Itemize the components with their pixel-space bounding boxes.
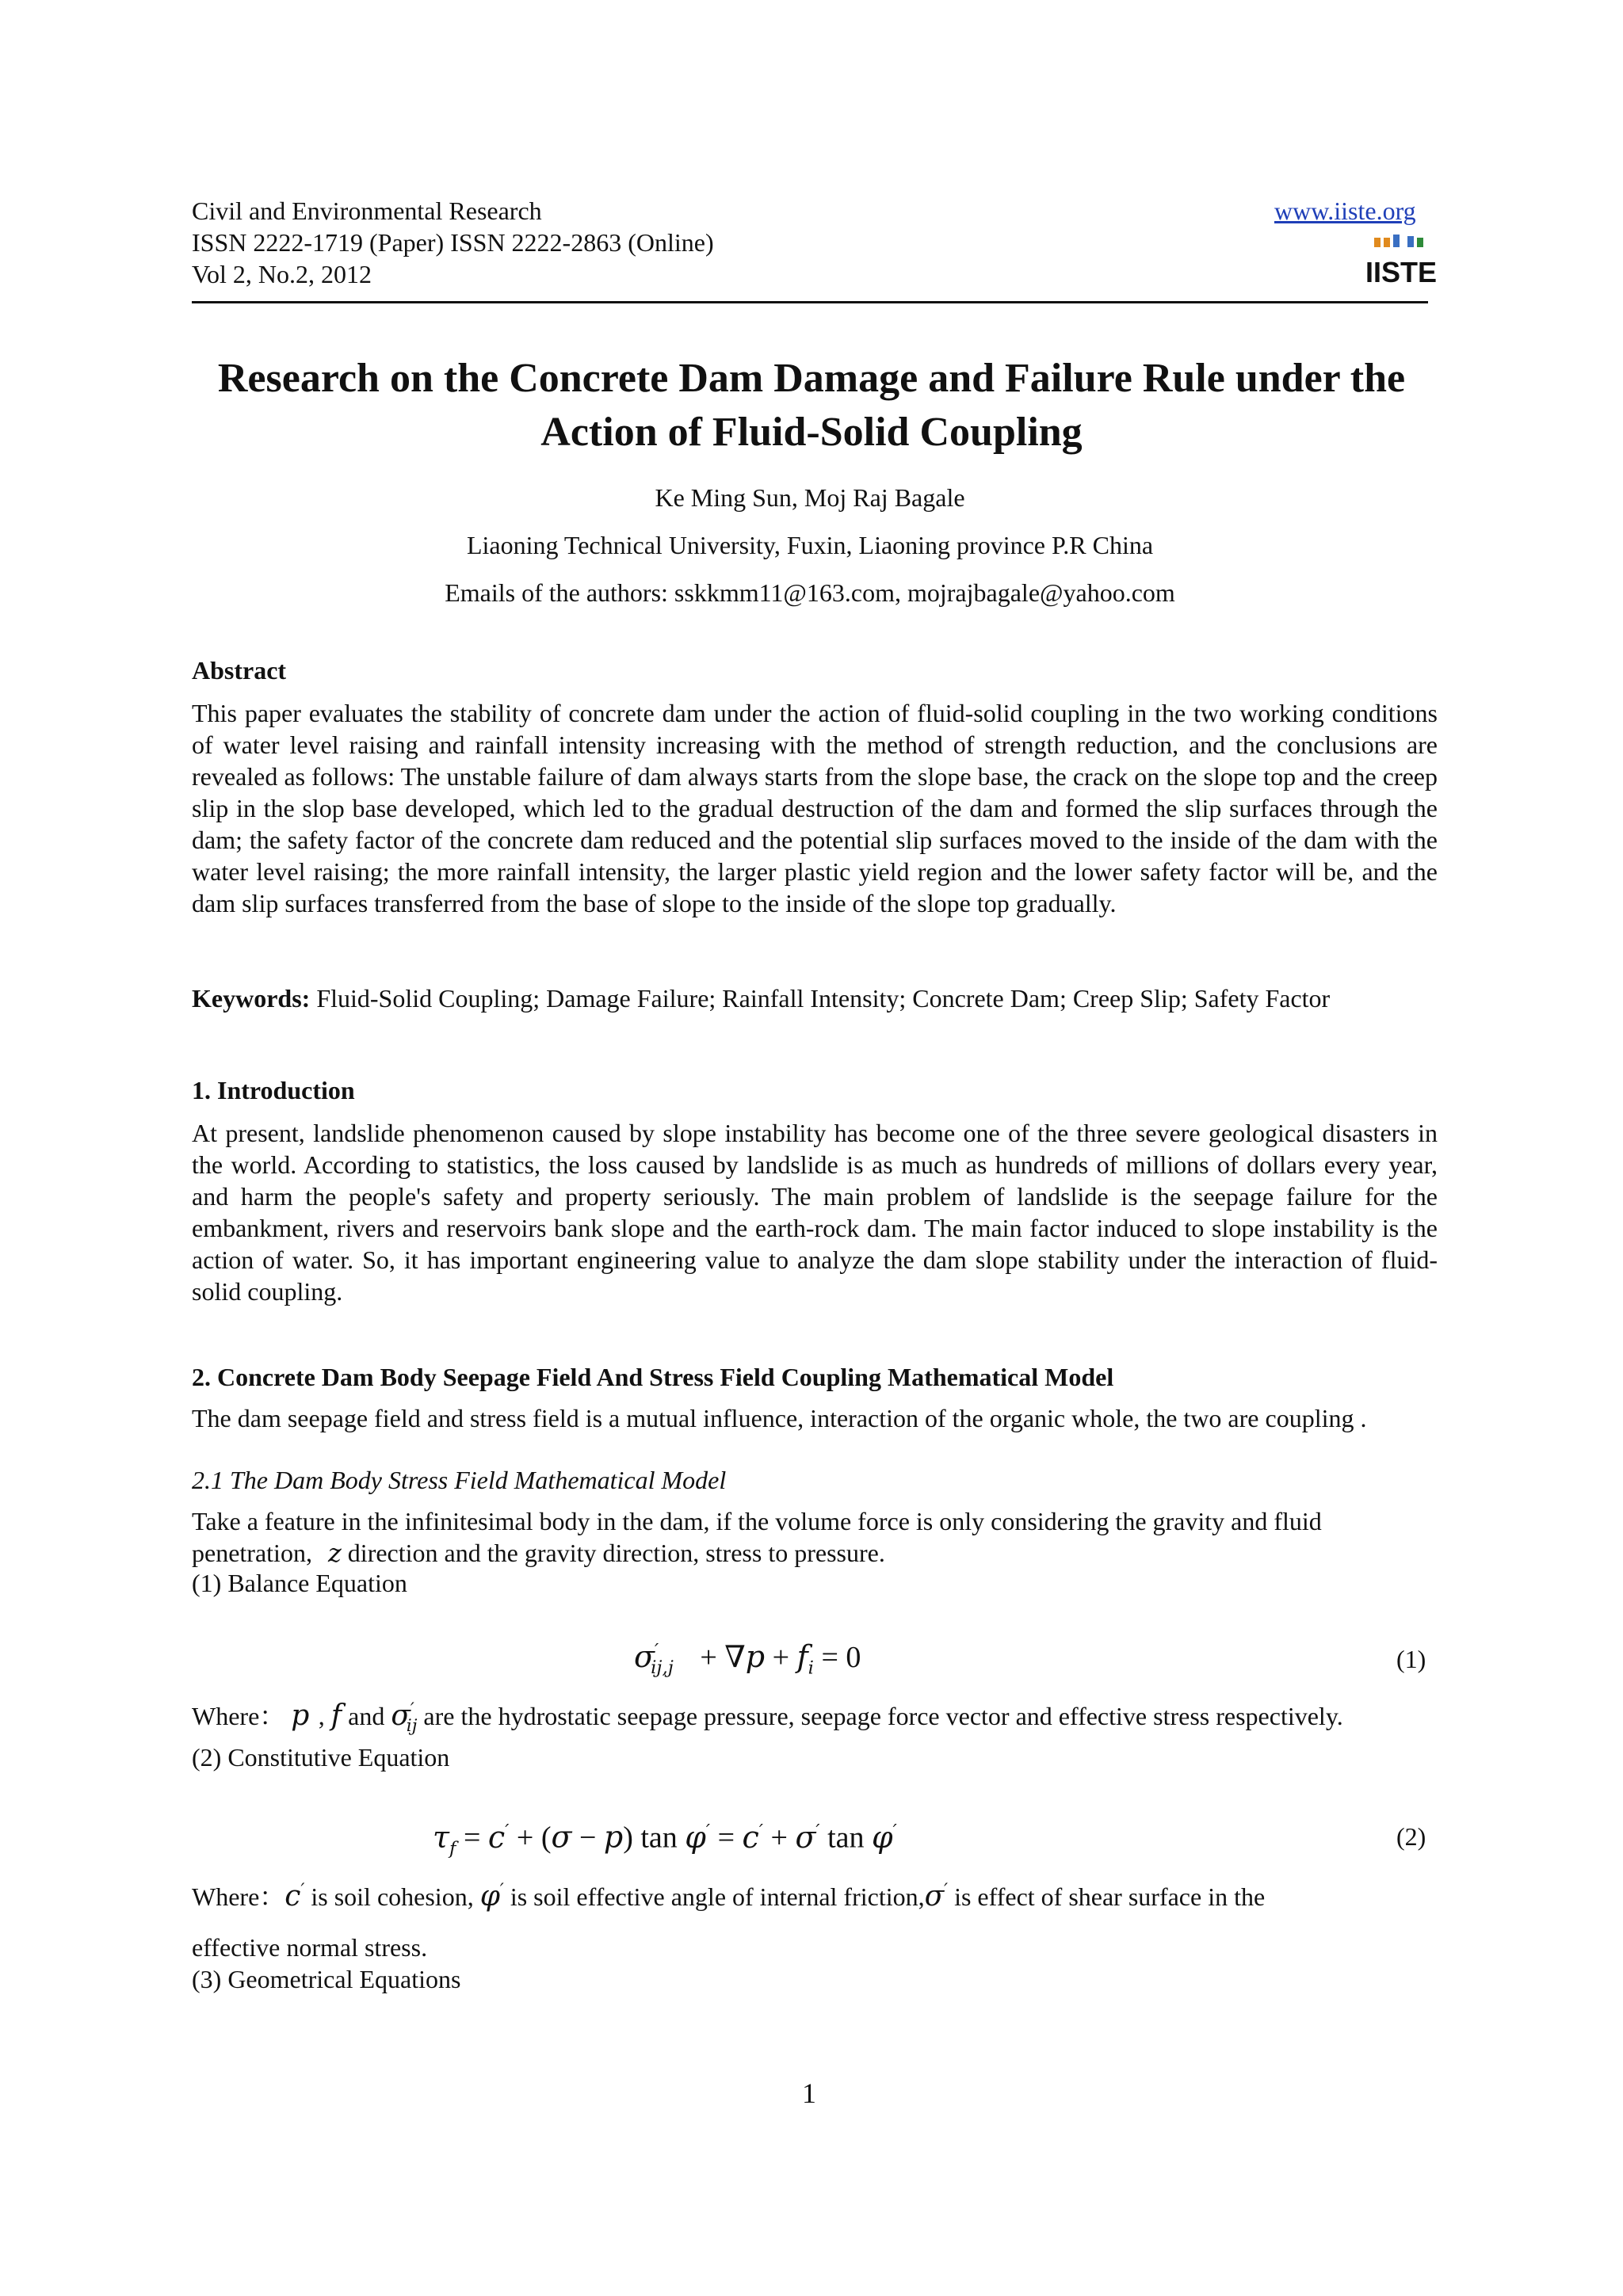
where-2-continued: effective normal stress. [192,1933,428,1962]
where-2: Where：c′ is soil cohesion, φ′ is soil effective angle of internal friction,σ′ is effect of shear surface in the [192,1880,1266,1913]
geometrical-equations-label: (3) Geometrical Equations [192,1965,461,1993]
text-b-post: direction and the gravity direction, stress to pressure. [341,1539,885,1567]
section-1-text: At present, landslide phenomenon caused by slope instability has become one of the three severe geological disasters in the world. According to statistics, the loss caused by landslide is as much as hundreds of millions of dollars every year, and harm the people's safety and property seriously. The main problem of landslide is the seepage failure for the embankment, rivers and reservoirs bank slope and the earth-rock dam. The main factor induced to slope instability is the action of water. So, it has important engineering value to analyze the dam slope stability under the interaction of fluid-solid coupling. [192,1119,1438,1306]
svg-text:IISTE: IISTE [1365,256,1438,288]
iiste-logo-icon [1365,235,1438,288]
authors: Ke Ming Sun, Moj Raj Bagale [655,483,965,512]
paper-title-line-2: Action of Fluid-Solid Coupling [540,410,1083,455]
keywords [192,982,1330,1014]
paper-title-line-1: Research on the Concrete Dam Damage and Failure Rule under the [217,356,1406,401]
author-emails: Emails of the authors: sskkmm11@163.com, mojrajbagale@yahoo.com [445,578,1175,607]
section-2-1-text-a: Take a feature in the infinitesimal body in the dam, if the volume force is only considering the gravity and fluid [192,1507,1322,1535]
where-2-c: is effect of shear surface in the [954,1882,1266,1911]
equation-2: $\tau_f = c' + (\sigma - p)$ tan φ′ = c′ + σ′ tan φ′ [433,1819,897,1859]
affiliation: Liaoning Technical University, Fuxin, Liaoning province P.R China [466,531,1154,559]
keywords-label: Keywords: [192,984,311,1013]
journal-url-link[interactable]: www.iiste.org [1274,196,1416,225]
page-number: 1 [802,2077,816,2109]
text-b-pre: penetration, [192,1539,312,1567]
section-2-1-heading: 2.1 The Dam Body Stress Field Mathematical Model [192,1466,727,1494]
where-2-lead: Where： [192,1882,285,1911]
where-2-b: is soil effective angle of internal friction, [510,1882,925,1911]
where-1: Where： p , f and $\sigma'_{ij}$ are the hydrostatic seepage pressure, seepage force vector and effective stress respectively. [192,1699,1343,1737]
section-2-1-text-b [192,1537,885,1569]
equation-1-number: (1) [1396,1645,1426,1673]
keywords-text: Fluid-Solid Coupling; Damage Failure; Rainfall Intensity; Concrete Dam; Creep Slip; Safety Factor [310,984,1331,1013]
volume-line: Vol 2, No.2, 2012 [192,260,372,288]
balance-equation-label: (1) Balance Equation [192,1569,407,1597]
where-1-text: are the hydrostatic seepage pressure, seepage force vector and effective stress respectively. [423,1702,1343,1730]
equation-1: $\sigma'_{ij,j} + \nabla p + f_i = 0$ [634,1638,861,1679]
header-rule [192,301,1428,303]
journal-name: Civil and Environmental Research [192,196,542,225]
section-2-heading: 2. Concrete Dam Body Seepage Field And Stress Field Coupling Mathematical Model [192,1363,1114,1391]
equation-2-number: (2) [1396,1822,1426,1851]
section-1-heading: 1. Introduction [192,1076,355,1104]
where-2-a: is soil cohesion, [311,1882,474,1911]
abstract-text: This paper evaluates the stability of concrete dam under the action of fluid-solid coupling in the two working conditions of water level raising and rainfall intensity increasing with the method of strength reduction, and the conclusions are revealed as follows: The unstable failure of dam always starts from the slope base, the crack on the slope top and the creep slip in the slop base developed, which led to the gradual destruction of the dam and formed the slip surfaces through the dam; the safety factor of the concrete dam reduced and the potential slip surfaces moved to the inside of the dam with the water level raising; the more rainfall intensity, the larger plastic yield region and the lower safety factor will be, and the dam slip surfaces transferred from the base of slope to the inside of the slope top gradually. [192,699,1438,917]
where-1-lead: Where： [192,1702,285,1730]
issn-line: ISSN 2222-1719 (Paper) ISSN 2222-2863 (Online) [192,228,714,257]
constitutive-equation-label: (2) Constitutive Equation [192,1743,450,1772]
iiste-logo [1365,235,1438,288]
section-2-text: The dam seepage field and stress field is a mutual influence, interaction of the organic whole, the two are coupling . [192,1404,1367,1432]
z-variable: z [327,1538,342,1568]
abstract-heading: Abstract [192,656,287,685]
